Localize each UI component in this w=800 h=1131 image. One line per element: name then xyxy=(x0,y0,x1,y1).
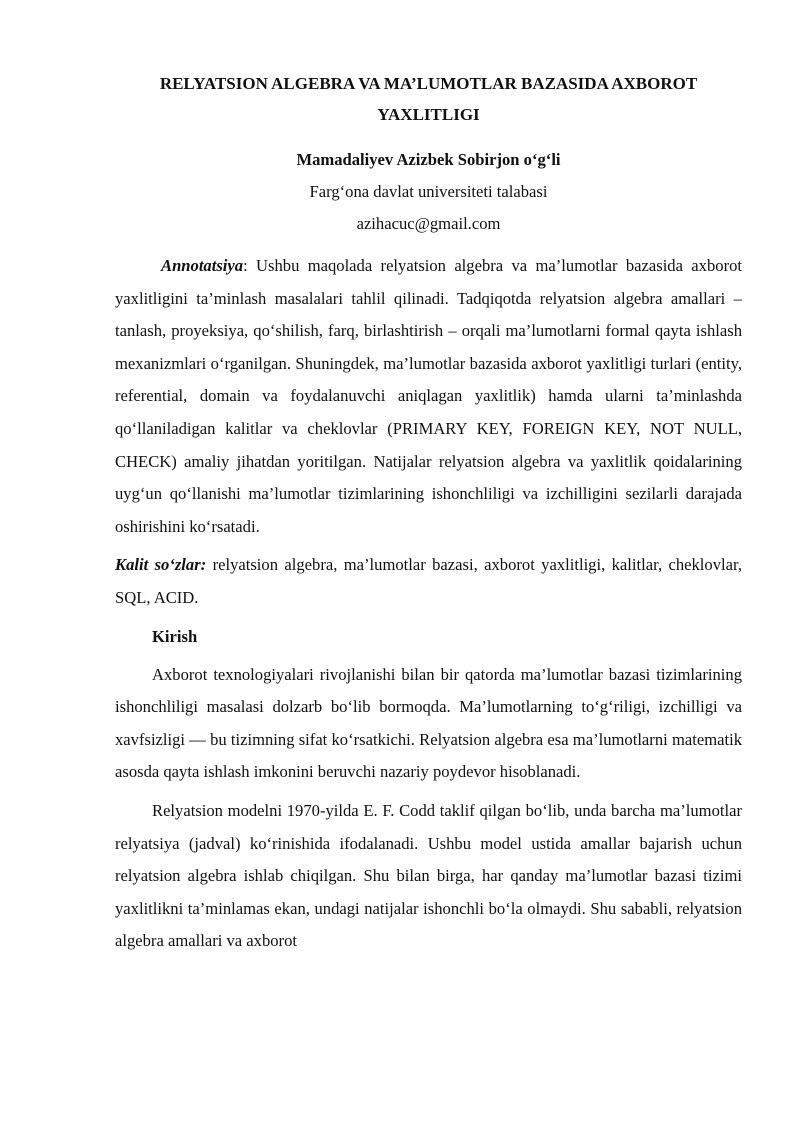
paper-page xyxy=(115,68,742,964)
abstract-label: Annotatsiya xyxy=(161,256,244,275)
keywords-label: Kalit so‘zlar: xyxy=(115,555,207,575)
paper-title-line-2: YAXLITLIGI xyxy=(377,105,480,124)
section-heading-introduction: Kirish xyxy=(152,626,198,646)
keywords-text: relyatsion algebra, ma’lumotlar bazasi, axborot yaxlitligi, kalitlar, cheklovlar, SQL, ACID. xyxy=(115,555,742,607)
keywords-paragraph xyxy=(115,549,742,614)
introduction-paragraph-2: Relyatsion modelni 1970-yilda E. F. Codd taklif qilgan bo‘lib, unda barcha ma’lumotlar relyatsiya (jadval) ko‘rinishida ifodalanadi. Ushbu model ustida amallar bajarish uchun relyatsion algebra ishlab chiqilgan. Shu bilan birga, har qanday ma’lumotlar bazasi tizimi yaxlitlikni ta’minlamas ekan, undagi natijalar ishonchli bo‘la olmaydi. Shu sababli, relyatsion algebra amallari va axborot xyxy=(115,800,742,951)
abstract-paragraph xyxy=(115,250,742,543)
author-name: Mamadaliyev Azizbek Sobirjon o‘g‘li xyxy=(296,150,561,169)
paper-title xyxy=(115,68,742,130)
introduction-paragraph-1: Axborot texnologiyalari rivojlanishi bilan bir qatorda ma’lumotlar bazasi tizimlarining ishonchliligi masalasi dolzarb bo‘lib bormoqda. Ma’lumotlarning to‘g‘riligi, izchilligi va xavfsizligi — bu tizimning sifat ko‘rsatkichi. Relyatsion algebra esa ma’lumotlarni matematik asosda qayta ishlash imkonini beruvchi nazariy poydevor hisoblanadi. xyxy=(115,664,742,782)
author-email: azihacuc@gmail.com xyxy=(356,214,501,233)
abstract-text: : Ushbu maqolada relyatsion algebra va ma’lumotlar bazasida axborot yaxlitligini ta’minlash masalalari tahlil qilinadi. Tadqiqotda relyatsion algebra amallari – tanlash, proyeksiya, qo‘shilish, farq, birlashtirish – orqali ma’lumotlarni formal qayta ishlash mexanizmlari o‘rganilgan. Shuningdek, ma’lumotlar bazasida axborot yaxlitligi turlari (entity, referential, domain va foydalanuvchi aniqlagan yaxlitlik) hamda ularni ta’minlashda qo‘llaniladigan kalitlar va cheklovlar (PRIMARY KEY, FOREIGN KEY, NOT NULL, CHECK) amaliy jihatdan yoritilgan. Natijalar relyatsion algebra va yaxlitlik qoidalarining uyg‘un qo‘llanishi ma’lumotlar tizimlarining ishonchliligi va izchilligini sezilarli darajada oshirishini ko‘rsatadi. xyxy=(115,256,742,536)
author-affiliation: Farg‘ona davlat universiteti talabasi xyxy=(309,182,548,201)
paper-title-line-1: RELYATSION ALGEBRA VA MA’LUMOTLAR BAZASIDA AXBOROT xyxy=(159,74,698,93)
